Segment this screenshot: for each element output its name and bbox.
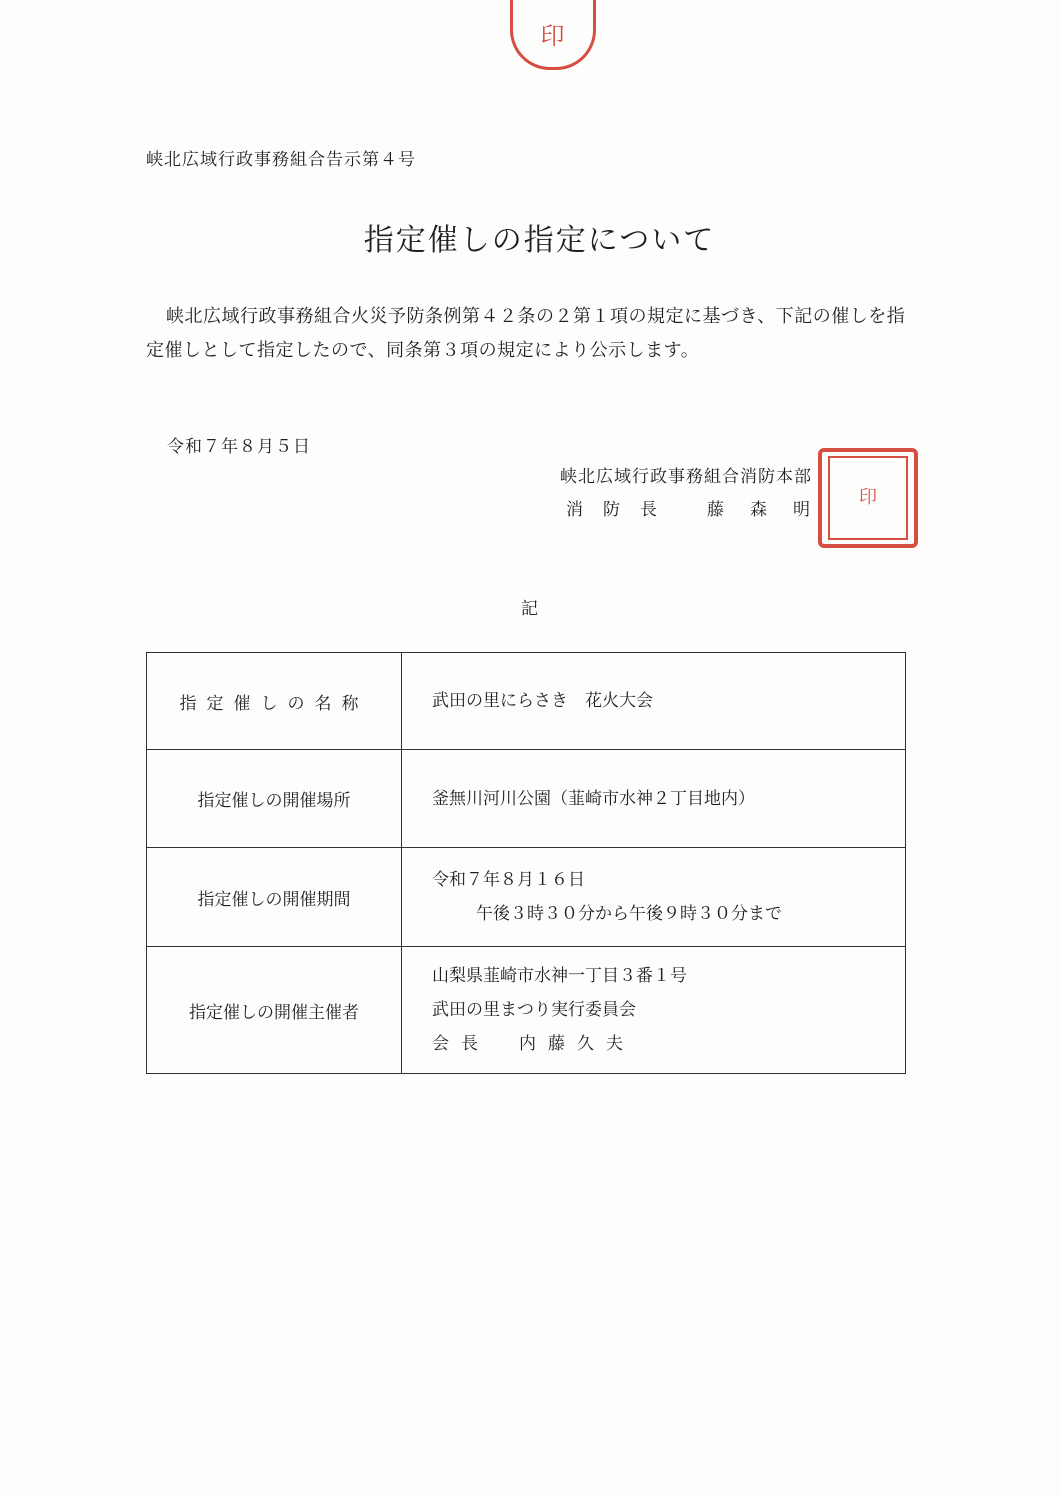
organizer-committee: 武田の里まつり実行委員会 <box>432 1000 636 1020</box>
row-value-organizer <box>402 947 906 1074</box>
issue-date: 令和７年８月５日 <box>167 437 311 457</box>
row-value-event-name <box>402 653 906 750</box>
official-seal-chief <box>818 448 918 548</box>
row-value-period <box>402 848 906 947</box>
row-label-venue: 指定催しの開催場所 <box>147 750 402 848</box>
seal-chief-text: 印 <box>858 486 877 508</box>
official-seal-top <box>510 0 596 70</box>
event-details-table <box>146 652 906 1074</box>
event-venue: 釜無川河川公園（韮崎市水神２丁目地内） <box>432 788 755 809</box>
event-time: 午後３時３０分から午後９時３０分まで <box>476 904 782 924</box>
notice-number: 峡北広域行政事務組合告示第４号 <box>146 150 416 170</box>
row-value-venue <box>402 750 906 848</box>
seal-chief-inner <box>828 456 908 540</box>
ki-heading: 記 <box>521 599 538 619</box>
issuer-organization: 峡北広域行政事務組合消防本部 <box>560 467 812 487</box>
row-label-period: 指定催しの開催期間 <box>147 848 402 947</box>
event-name: 武田の里にらさき 花火大会 <box>432 691 653 711</box>
organizer-chair: 会長 内藤久夫 <box>432 1034 635 1054</box>
table-row <box>147 947 906 1074</box>
table-row <box>147 848 906 947</box>
issuer-role: 消防長 <box>566 500 677 520</box>
row-label-event-name: 指定催しの名称 <box>147 653 402 750</box>
document-title: 指定催しの指定について <box>363 223 716 258</box>
row-label-organizer: 指定催しの開催主催者 <box>147 947 402 1074</box>
organizer-address: 山梨県韮崎市水神一丁目３番１号 <box>432 966 687 986</box>
table-row <box>147 750 906 848</box>
issuer-name: 藤森明 <box>707 500 836 520</box>
issuer-signature-line <box>566 495 836 520</box>
table-row <box>147 653 906 750</box>
seal-top-text: 印 <box>540 22 566 50</box>
body-paragraph: 峡北広域行政事務組合火災予防条例第４２条の２第１項の規定に基づき、下記の催しを指定催しとして指定したので、同条第３項の規定により公示します。 <box>146 306 906 361</box>
event-date: 令和７年８月１６日 <box>432 870 585 890</box>
